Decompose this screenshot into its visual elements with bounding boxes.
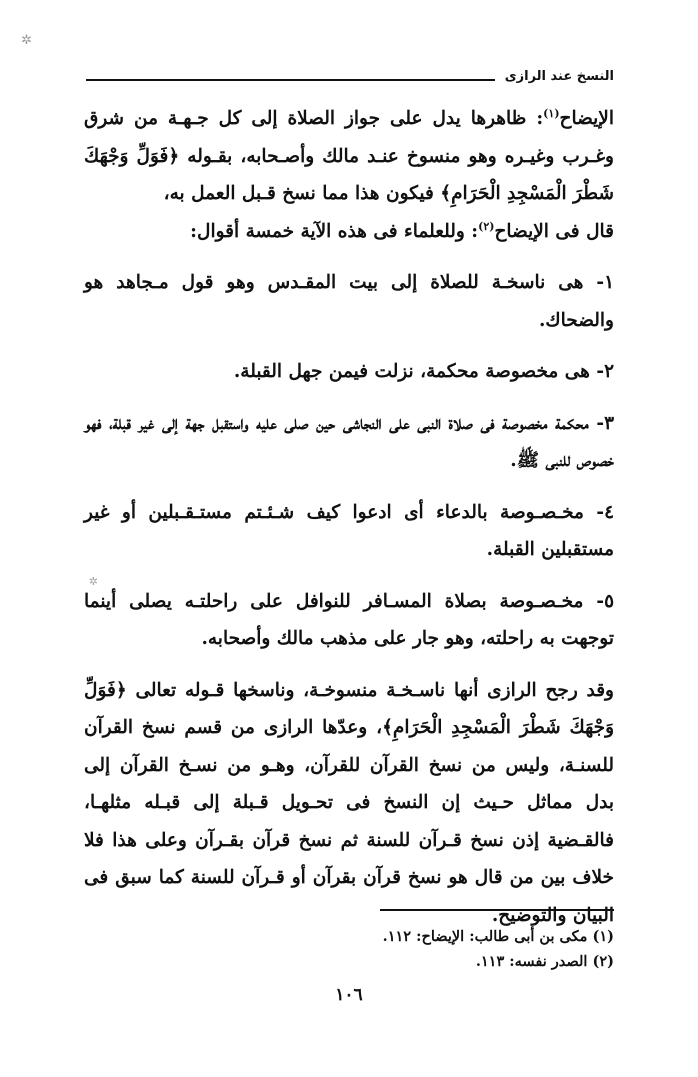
paragraph-1-text-end: فيكون هذا مما نسخ قـبل العمل به، [163,183,441,204]
spacer [84,339,614,353]
list-item-3: ٣- محكمة مخصوصة فى صلاة النبى على النجاشى حين صلى عليه واستقبل جهة إلى غير قبلة، فهو خصوص للنبى ﷺ. [84,412,614,471]
spacer [84,569,614,583]
footnote-rule [380,909,614,911]
page-number: ١٠٦ [335,985,363,1005]
paragraph-3-text-end: ، وعدّها الرازى من قسم نسخ القرآن للسنـة، وليس من نسخ القرآن للقرآن، وهـو من نسـخ القرآن إلى بدل مماثل حـيث إن النسخ فى تحـويل قـبلة إلى قبـله مثلهـا، فالقـضية إذن نسخ قـرآن للسنة ثم نسخ قرآن بقـرآن وعلى هذا فلا خلاف بين من قال هو نسخ قرآن بقرآن أو قـرآن للسنة كما سبق فى البيان والتوضيح. [84,717,614,926]
list-item-4: ٤- مخـصـوصة بالدعاء أى ادعوا كيف شـئـتم مستـقـبلين أو غير مستقبلين القبلة. [84,501,614,560]
footnote-ref-2: (٢) [478,219,495,233]
footnote-2: (٢) الصدر نفسه: ١١٣. [475,953,614,970]
paragraph-1-text: : ظاهرها يدل على جواز الصلاة إلى كل جـهـة من شرق وغـرب وغيـره وهو منسوخ عنـد مالك وأصـحابه، بقـوله [84,108,614,167]
running-header [86,62,614,84]
spacer [84,391,614,405]
paragraph-2-lead: قال فى الإيضاح [494,220,614,242]
footnote-ref-1: (١) [543,106,560,120]
scan-speck-icon: ✲ [88,575,98,588]
scan-mark-icon: ✲ [21,33,32,48]
quran-quote-2: ﴿فَوَلِّ وَجْهَكَ شَطْرَ الْمَسْجِدِ الْحَرَامِ﴾ [84,679,615,738]
main-text [84,100,614,934]
quran-quote-1: ﴿فَوَلِّ وَجْهَكَ شَطْرَ الْمَسْجِدِ الْحَرَامِ﴾ [84,145,614,204]
paragraph-3 [84,672,614,935]
footnote-1: (١) مكى بن أبى طالب: الإيضاح: ١١٢. [382,928,614,945]
header-rule [86,79,495,81]
paragraph-1-lead: الإيضاح [559,108,614,129]
paragraph-2-text: : وللعلماء فى هذه الآية خمسة أقوال: [190,220,479,242]
paragraph-1 [84,100,614,213]
spacer [84,250,614,264]
running-title: النسخ عند الرازى [504,69,614,84]
spacer [84,480,614,494]
list-item-5: ٥- مخـصـوصة بصلاة المسـافر للنوافل على راحلتـه يصلى أينما توجهت به راحلته، وهو جار على مذهب مالك وأصحابه. [84,590,614,649]
spacer [84,658,614,672]
paragraph-2 [84,213,614,251]
list-item-2: ٢- هى مخصوصة محكمة، نزلت فيمن جهل القبلة. [233,361,614,382]
footnotes [84,924,614,974]
list-item-1: ١- هى ناسخـة للصلاة إلى بيت المقـدس وهو قول مـجاهد هو والضحاك. [84,272,614,331]
paragraph-3-text: وقد رجح الرازى أنها ناسـخـة منسوخـة، وناسخها قـوله تعالى [126,679,614,701]
